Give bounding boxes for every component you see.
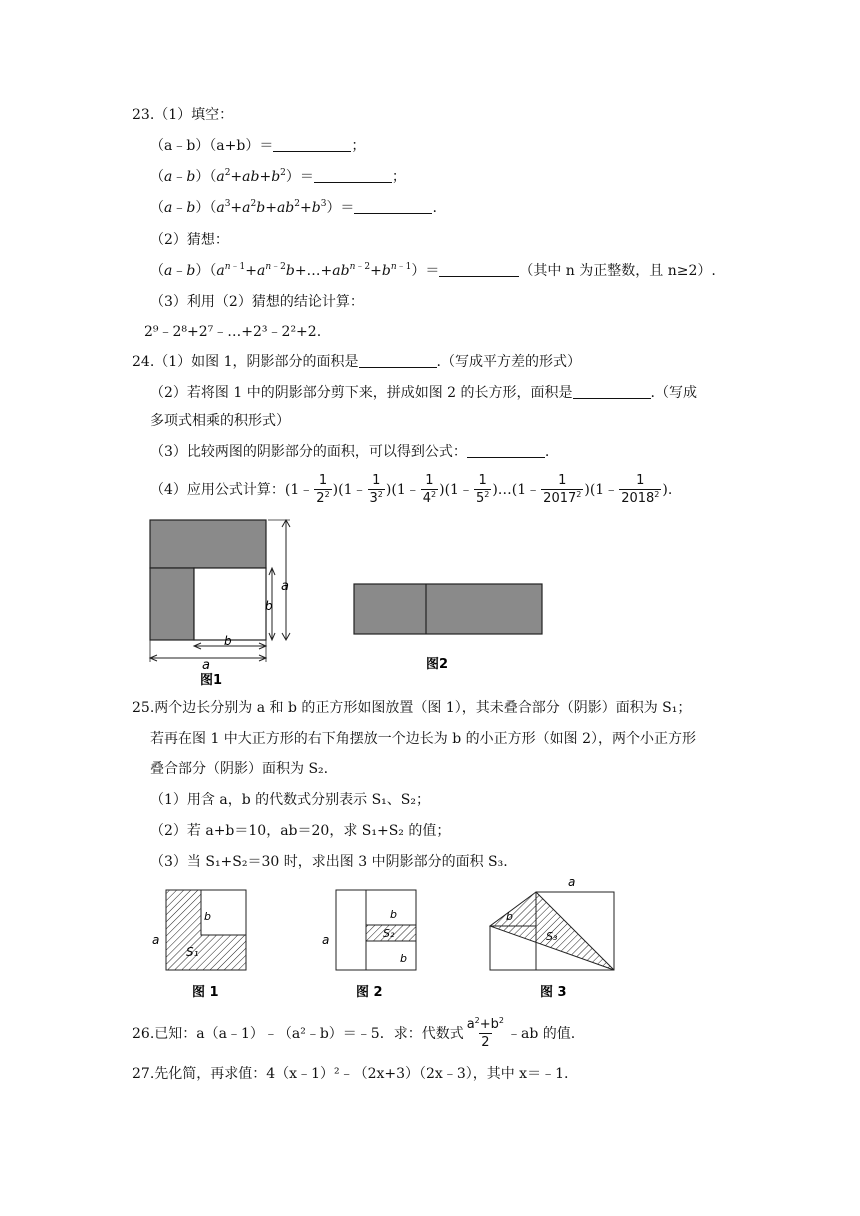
q23-expr-1-text: （a﹣b）（a+b）＝	[150, 138, 274, 154]
q24-part1-text: （1）如图 1，阴影部分的面积是	[154, 354, 359, 370]
q26-line	[132, 1012, 575, 1056]
fraction: $\frac{1}{2017^2}$	[543, 472, 582, 506]
q24-line-5: （4）应用公式计算：(1﹣ $\frac{1}{2^2}$ )(1﹣ $\frac{1}{3^2}$ )(1﹣ $\frac{1}{4^2}$ )(1﹣ $\frac{1}{5^2}$ )…(1﹣ $\frac{1}{2017^2}$ )(1﹣ $\frac{1}{2018^2}$ ).	[150, 472, 673, 506]
q23-expr-3: $(a﹣b)(a^3+a^2b+ab^2+b^3)=$ .	[150, 199, 437, 216]
area-s2-label: S₂	[383, 927, 395, 940]
q27-line	[132, 1064, 568, 1084]
fraction: $\frac{1}{2018^2}$	[621, 472, 660, 506]
area-s3-label: S₃	[546, 930, 558, 943]
side-b-label: b	[400, 952, 407, 965]
q27-text: 先化简，再求值：4（x﹣1）²﹣（2x+3）（2x﹣3），其中 x＝﹣1.	[154, 1066, 569, 1082]
q23-expr-4-tail: （其中 n 为正整数，且 n≥2）.	[519, 263, 716, 279]
q25-question-3: （3）当 S₁+S₂＝30 时，求出图 3 中阴影部分的面积 S₃.	[150, 854, 508, 870]
q25-line-3: 叠合部分（阴影）面积为 S₂.	[150, 761, 329, 777]
fraction: $\frac{1}{5^2}$	[475, 472, 490, 506]
q25-figures	[150, 874, 630, 1002]
answer-blank	[273, 137, 351, 152]
side-b-label: b	[390, 908, 397, 921]
q24-number: 24.	[132, 354, 155, 370]
side-a-label: a	[152, 933, 160, 947]
q23-expr-3-end: .	[432, 200, 437, 216]
side-a-label: a	[322, 933, 330, 947]
q25-number: 25.	[132, 700, 155, 716]
q23-part3-label: （3）利用（2）猜想的结论计算：	[150, 294, 364, 310]
figure-1-caption: 图1	[200, 673, 223, 688]
answer-blank	[314, 168, 392, 183]
area-s1-label: S₁	[186, 945, 199, 959]
answer-blank	[467, 443, 545, 458]
q24-part3-text: （3）比较两图的阴影部分的面积，可以得到公式：	[150, 444, 467, 460]
q26-number: 26.	[132, 1026, 155, 1042]
q24-line-4	[150, 442, 549, 462]
q24-part2-text: （2）若将图 1 中的阴影部分剪下来，拼成如图 2 的长方形，面积是	[150, 385, 573, 401]
q25-line-2: 若再在图 1 中大正方形的右下角摆放一个边长为 b 的小正方形（如图 2），两个小正方形	[150, 731, 697, 747]
q24-part1-tail: .（写成平方差的形式）	[436, 354, 581, 370]
q26-text-a: 已知：a（a﹣1）﹣（a²﹣b）＝﹣5．求：代数式	[154, 1026, 464, 1042]
q25-question-1: （1）用含 a，b 的代数式分别表示 S₁、S₂；	[150, 792, 430, 808]
q24-figure-2	[350, 580, 550, 674]
answer-blank	[359, 353, 437, 368]
dimension-b-label: b	[224, 634, 232, 648]
figure-2-caption: 图 2	[356, 985, 383, 1000]
q23-number: 23.	[132, 107, 155, 123]
side-b-label: b	[204, 910, 211, 923]
fraction: $\frac{a^2+b^2}{2}$	[466, 1015, 505, 1050]
dimension-b-label: b	[265, 599, 273, 613]
q23-expr-2-end: ；	[391, 169, 406, 185]
q26-text-b: ﹣ab 的值.	[507, 1026, 576, 1042]
q23-expr-1	[150, 136, 365, 156]
q23-expr-1-end: ；	[351, 138, 366, 154]
figure-1-caption: 图 1	[192, 985, 219, 1000]
side-a-label: a	[568, 875, 576, 889]
q24-part3-tail: .	[544, 444, 550, 460]
figure-3-caption: 图 3	[540, 985, 567, 1000]
fraction: $\frac{1}{2^2}$	[316, 472, 330, 506]
q27-number: 27.	[132, 1066, 155, 1082]
q24-line-1	[132, 352, 581, 372]
q24-line-3: 多项式相乘的积形式）	[150, 413, 290, 429]
q23-line-1	[132, 105, 233, 125]
q24-figure-1	[144, 514, 304, 688]
q25-text-1: 两个边长分别为 a 和 b 的正方形如图放置（图 1），其未叠合部分（阴影）面积为 S₁；	[154, 700, 692, 716]
q25-question-2: （2）若 a+b＝10，ab＝20，求 S₁+S₂ 的值；	[150, 823, 451, 839]
q23-part1-label: （1）填空：	[154, 107, 234, 123]
q23-expr-4: $(a﹣b)(a^{n﹣1}+a^{n﹣2}b+\dots+ab^{n﹣2}+b^{n﹣1})=$ （其中 n 为正整数，且 n≥2）.	[150, 262, 716, 279]
q24-part4-text: （4）应用公式计算：	[150, 482, 285, 498]
dimension-a-label: a	[281, 579, 289, 594]
side-b-label: b	[506, 910, 513, 923]
answer-blank	[354, 199, 432, 214]
q25-line-1	[132, 698, 691, 718]
q23-expr-2: $(a﹣b)(a^2+ab+b^2)=$ ；	[150, 168, 406, 185]
q23-expr-5: 2⁹﹣2⁸+2⁷﹣…+2³﹣2²+2.	[144, 324, 322, 340]
fraction: $\frac{1}{4^2}$	[422, 472, 437, 506]
q24-part2-tail: .（写成	[650, 385, 697, 401]
answer-blank	[439, 262, 519, 277]
figure-2-caption: 图2	[426, 657, 449, 672]
dimension-a-label: a	[202, 658, 210, 673]
answer-blank	[573, 384, 651, 399]
fraction: $\frac{1}{3^2}$	[369, 472, 383, 506]
q23-part2-label: （2）猜想：	[150, 232, 229, 248]
q24-line-2	[150, 383, 697, 403]
